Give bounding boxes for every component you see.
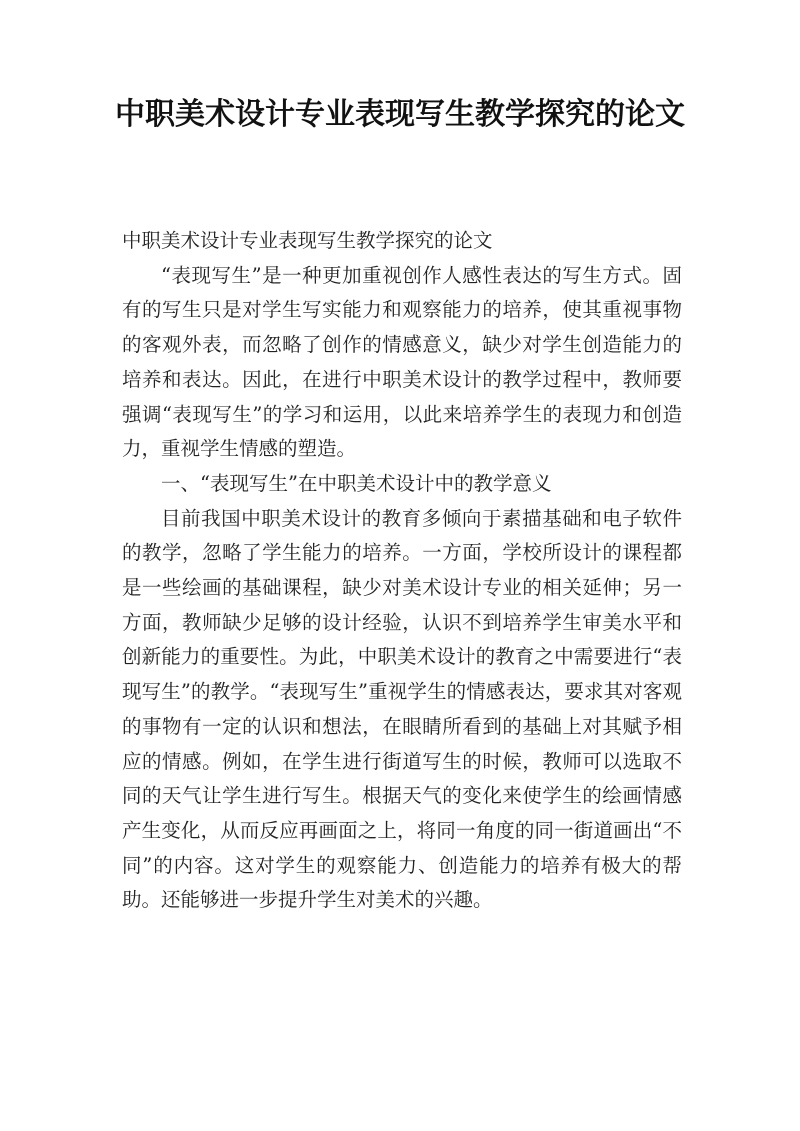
section-heading: 一、“表现写生”在中职美术设计中的教学意义 (161, 471, 552, 495)
subtitle-paragraph: 中职美术设计专业表现写生教学探究的论文 (122, 229, 493, 252)
document-body (122, 224, 682, 918)
body-paragraph: 目前我国中职美术设计的教育多倾向于素描基础和电子软件的教学，忽略了学生能力的培养。一方面，学校所设计的课程都是一些绘画的基础课程，缺少对美术设计专业的相关延伸；另一方面，教师缺少足够的设计经验，认识不到培养学生审美水平和创新能力的重要性。为此，中职美术设计的教育之中需要进行“表现写生”的教学。“表现写生”重视学生的情感表达，要求其对客观的事物有一定的认识和想法，在眼睛所看到的基础上对其赋予相应的情感。例如，在学生进行街道写生的时候，教师可以选取不同的天气让学生进行写生。根据天气的变化来使学生的绘画情感产生变化，从而反应再画面之上，将同一角度的同一街道画出“不同”的内容。这对学生的观察能力、创造能力的培养有极大的帮助。还能够进一步提升学生对美术的兴趣。 (122, 506, 682, 912)
intro-paragraph: “表现写生”是一种更加重视创作人感性表达的写生方式。固有的写生只是对学生写实能力和观察能力的培养，使其重视事物的客观外表，而忽略了创作的情感意义，缺少对学生创造能力的培养和表达。因此，在进行中职美术设计的教学过程中，教师要强调“表现写生”的学习和运用，以此来培养学生的表现力和创造力，重视学生情感的塑造。 (122, 263, 682, 461)
document-title: 中职美术设计专业表现写生教学探究的论文 (115, 97, 685, 132)
